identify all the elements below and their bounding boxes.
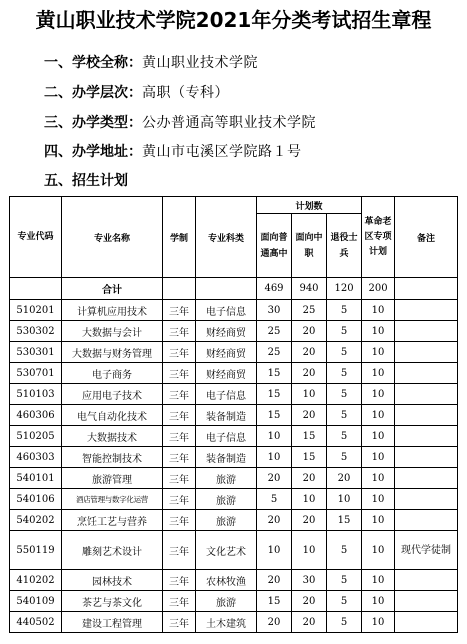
info-plan-heading (44, 170, 128, 190)
info-type (44, 112, 316, 132)
plan-veterans-cell: 5 (327, 384, 362, 405)
total-value: 940 (292, 278, 327, 300)
category-cell: 电子信息 (196, 300, 257, 321)
plan-revolutionary-area-cell: 10 (362, 300, 395, 321)
major-code-cell: 530701 (10, 363, 62, 384)
plan-vocational-cell: 20 (292, 468, 327, 489)
plan-vocational-cell: 20 (292, 342, 327, 363)
note-cell (395, 405, 458, 426)
plan-highschool-cell: 25 (257, 342, 292, 363)
category-cell: 旅游 (196, 591, 257, 612)
info-school-name (44, 52, 258, 72)
years-cell: 三年 (163, 531, 196, 570)
note-cell (395, 426, 458, 447)
table-row (10, 405, 458, 426)
years-cell: 三年 (163, 468, 196, 489)
table-row (10, 531, 458, 570)
plan-veterans-cell: 5 (327, 405, 362, 426)
category-cell: 电子信息 (196, 426, 257, 447)
info-label: 五、招生计划 (44, 173, 128, 189)
plan-veterans-cell: 5 (327, 300, 362, 321)
years-cell: 三年 (163, 300, 196, 321)
major-name-cell: 大数据技术 (62, 426, 163, 447)
years-cell: 三年 (163, 510, 196, 531)
plan-vocational-cell: 25 (292, 300, 327, 321)
category-cell: 文化艺术 (196, 531, 257, 570)
note-cell (395, 447, 458, 468)
plan-revolutionary-area-cell: 10 (362, 426, 395, 447)
info-label: 一、学校全称： (44, 55, 142, 71)
major-code-cell: 460303 (10, 447, 62, 468)
enrollment-plan-table (9, 196, 458, 633)
years-cell: 三年 (163, 363, 196, 384)
major-name-cell: 酒店管理与数字化运营 (62, 489, 163, 510)
table-row (10, 489, 458, 510)
major-code-cell: 530301 (10, 342, 62, 363)
info-value: 黄山职业技术学院 (142, 55, 258, 71)
major-code-cell: 510205 (10, 426, 62, 447)
major-code-cell: 540109 (10, 591, 62, 612)
plan-revolutionary-area-cell: 10 (362, 531, 395, 570)
years-cell: 三年 (163, 405, 196, 426)
major-name-cell: 大数据与会计 (62, 321, 163, 342)
total-value: 469 (257, 278, 292, 300)
table-row (10, 510, 458, 531)
major-name-cell: 建设工程管理 (62, 612, 163, 633)
header-veterans: 退役士兵 (327, 214, 362, 278)
total-label: 合计 (62, 278, 163, 300)
info-value: 高职（专科） (142, 85, 229, 101)
plan-vocational-cell: 20 (292, 510, 327, 531)
years-cell: 三年 (163, 489, 196, 510)
note-cell (395, 468, 458, 489)
major-name-cell: 旅游管理 (62, 468, 163, 489)
header-category: 专业科类 (196, 197, 257, 278)
years-cell: 三年 (163, 447, 196, 468)
major-name-cell: 茶艺与茶文化 (62, 591, 163, 612)
total-row (10, 278, 458, 300)
major-code-cell: 510103 (10, 384, 62, 405)
note-cell (395, 591, 458, 612)
plan-veterans-cell: 15 (327, 510, 362, 531)
note-cell (395, 510, 458, 531)
plan-veterans-cell: 5 (327, 612, 362, 633)
plan-highschool-cell: 15 (257, 591, 292, 612)
table-row (10, 321, 458, 342)
plan-highschool-cell: 20 (257, 468, 292, 489)
category-cell: 电子信息 (196, 384, 257, 405)
plan-highschool-cell: 20 (257, 570, 292, 591)
category-cell: 财经商贸 (196, 342, 257, 363)
major-code-cell: 510201 (10, 300, 62, 321)
table-row (10, 612, 458, 633)
info-value: 黄山市屯溪区学院路１号 (142, 144, 302, 160)
table-row (10, 570, 458, 591)
years-cell: 三年 (163, 591, 196, 612)
years-cell: 三年 (163, 384, 196, 405)
major-code-cell: 550119 (10, 531, 62, 570)
note-cell (395, 321, 458, 342)
plan-veterans-cell: 5 (327, 342, 362, 363)
info-label: 三、办学类型： (44, 115, 142, 131)
major-name-cell: 电气自动化技术 (62, 405, 163, 426)
plan-vocational-cell: 10 (292, 489, 327, 510)
note-cell (395, 342, 458, 363)
category-cell: 财经商贸 (196, 321, 257, 342)
plan-highschool-cell: 5 (257, 489, 292, 510)
plan-vocational-cell: 20 (292, 591, 327, 612)
major-name-cell: 应用电子技术 (62, 384, 163, 405)
note-cell (395, 363, 458, 384)
table-row (10, 468, 458, 489)
plan-revolutionary-area-cell: 10 (362, 612, 395, 633)
major-name-cell: 烹饪工艺与营养 (62, 510, 163, 531)
major-code-cell: 530302 (10, 321, 62, 342)
header-general-highschool: 面向普通高中 (257, 214, 292, 278)
category-cell: 财经商贸 (196, 363, 257, 384)
plan-highschool-cell: 20 (257, 612, 292, 633)
category-cell: 土木建筑 (196, 612, 257, 633)
years-cell: 三年 (163, 426, 196, 447)
plan-revolutionary-area-cell: 10 (362, 510, 395, 531)
plan-revolutionary-area-cell: 10 (362, 384, 395, 405)
plan-revolutionary-area-cell: 10 (362, 591, 395, 612)
plan-vocational-cell: 10 (292, 531, 327, 570)
plan-veterans-cell: 5 (327, 363, 362, 384)
note-cell (395, 612, 458, 633)
total-value: 200 (362, 278, 395, 300)
plan-revolutionary-area-cell: 10 (362, 321, 395, 342)
plan-revolutionary-area-cell: 10 (362, 447, 395, 468)
plan-highschool-cell: 20 (257, 510, 292, 531)
header-plan: 计划数 (257, 197, 362, 214)
plan-veterans-cell: 5 (327, 321, 362, 342)
total-value: 120 (327, 278, 362, 300)
plan-highschool-cell: 10 (257, 447, 292, 468)
table-row (10, 426, 458, 447)
major-name-cell: 园林技术 (62, 570, 163, 591)
plan-highschool-cell: 15 (257, 363, 292, 384)
plan-vocational-cell: 10 (292, 384, 327, 405)
category-cell: 旅游 (196, 468, 257, 489)
plan-revolutionary-area-cell: 10 (362, 342, 395, 363)
plan-highschool-cell: 25 (257, 321, 292, 342)
major-code-cell: 540202 (10, 510, 62, 531)
header-code: 专业代码 (10, 197, 62, 278)
years-cell: 三年 (163, 342, 196, 363)
major-code-cell: 440502 (10, 612, 62, 633)
header-years: 学制 (163, 197, 196, 278)
major-name-cell: 计算机应用技术 (62, 300, 163, 321)
header-note: 备注 (395, 197, 458, 278)
plan-revolutionary-area-cell: 10 (362, 363, 395, 384)
category-cell: 装备制造 (196, 447, 257, 468)
years-cell: 三年 (163, 570, 196, 591)
note-cell: 现代学徒制 (395, 531, 458, 570)
plan-veterans-cell: 10 (327, 489, 362, 510)
table-row (10, 363, 458, 384)
major-code-cell: 460306 (10, 405, 62, 426)
category-cell: 农林牧渔 (196, 570, 257, 591)
years-cell: 三年 (163, 612, 196, 633)
plan-vocational-cell: 15 (292, 426, 327, 447)
plan-revolutionary-area-cell: 10 (362, 468, 395, 489)
info-level (44, 82, 229, 102)
category-cell: 旅游 (196, 510, 257, 531)
plan-highschool-cell: 10 (257, 531, 292, 570)
note-cell (395, 384, 458, 405)
header-revolutionary-area: 革命老区专项计划 (362, 197, 395, 278)
info-address (44, 141, 302, 161)
category-cell: 旅游 (196, 489, 257, 510)
plan-vocational-cell: 20 (292, 321, 327, 342)
plan-vocational-cell: 20 (292, 363, 327, 384)
note-cell (395, 570, 458, 591)
plan-veterans-cell: 5 (327, 591, 362, 612)
major-code-cell: 540101 (10, 468, 62, 489)
page-title: 黄山职业技术学院2021年分类考试招生章程 (35, 8, 432, 32)
table-row (10, 342, 458, 363)
header-vocational: 面向中职 (292, 214, 327, 278)
info-label: 二、办学层次： (44, 85, 142, 101)
header-name: 专业名称 (62, 197, 163, 278)
major-name-cell: 电子商务 (62, 363, 163, 384)
plan-vocational-cell: 30 (292, 570, 327, 591)
info-value: 公办普通高等职业技术学院 (142, 115, 316, 131)
major-code-cell: 410202 (10, 570, 62, 591)
major-name-cell: 雕刻艺术设计 (62, 531, 163, 570)
note-cell (395, 489, 458, 510)
table-row (10, 591, 458, 612)
plan-highschool-cell: 15 (257, 405, 292, 426)
plan-highschool-cell: 10 (257, 426, 292, 447)
plan-veterans-cell: 5 (327, 570, 362, 591)
plan-highschool-cell: 15 (257, 384, 292, 405)
plan-veterans-cell: 20 (327, 468, 362, 489)
major-name-cell: 智能控制技术 (62, 447, 163, 468)
note-cell (395, 300, 458, 321)
major-name-cell: 大数据与财务管理 (62, 342, 163, 363)
major-code-cell: 540106 (10, 489, 62, 510)
plan-revolutionary-area-cell: 10 (362, 489, 395, 510)
plan-revolutionary-area-cell: 10 (362, 405, 395, 426)
table-row (10, 384, 458, 405)
plan-vocational-cell: 20 (292, 612, 327, 633)
table-row (10, 300, 458, 321)
plan-vocational-cell: 20 (292, 405, 327, 426)
plan-veterans-cell: 5 (327, 426, 362, 447)
table-row (10, 447, 458, 468)
plan-veterans-cell: 5 (327, 447, 362, 468)
plan-revolutionary-area-cell: 10 (362, 570, 395, 591)
years-cell: 三年 (163, 321, 196, 342)
info-label: 四、办学地址： (44, 144, 142, 160)
plan-highschool-cell: 30 (257, 300, 292, 321)
plan-veterans-cell: 5 (327, 531, 362, 570)
category-cell: 装备制造 (196, 405, 257, 426)
plan-vocational-cell: 15 (292, 447, 327, 468)
